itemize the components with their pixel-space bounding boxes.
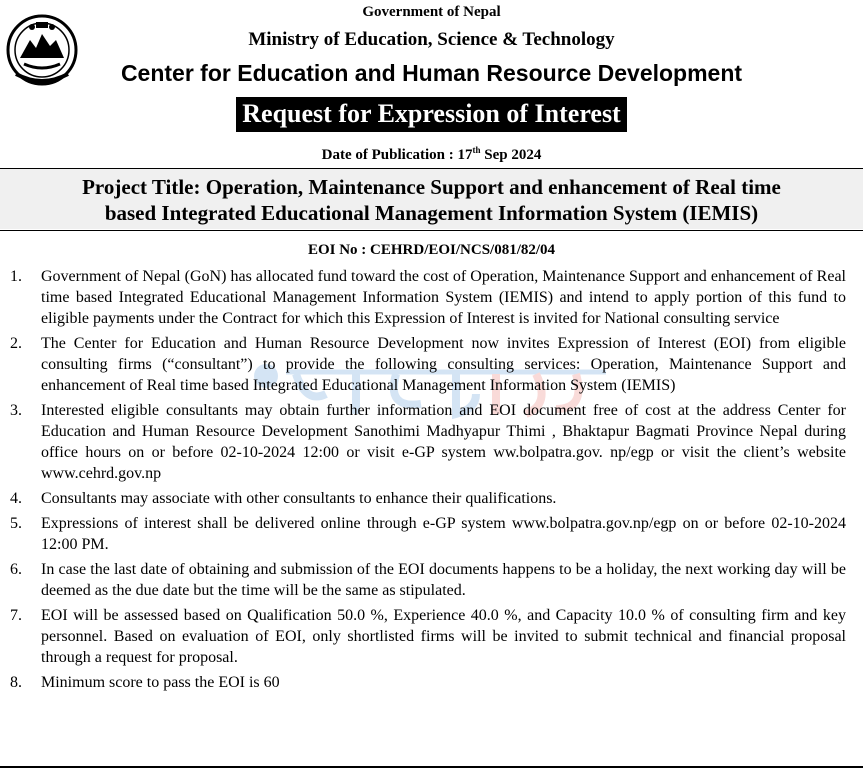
item-text: Consultants may associate with other consultants to enhance their qualifications.: [41, 490, 557, 507]
item-text: Government of Nepal (GoN) has allocated fund toward the cost of Operation, Maintenance Support and enhancement of Real time based Integrated Educational Management Information System (IEMIS) and intend to apply portion of this fund to eligible payments under the Contract for which this Expression of Interest is invited for National consulting service: [41, 268, 846, 327]
project-title-line2: based Integrated Educational Management Information System (IEMIS): [104, 201, 759, 225]
publication-date: [0, 145, 863, 164]
divider-top: [0, 168, 863, 169]
list-item: [10, 266, 846, 329]
banner-wrapper: [0, 97, 863, 132]
publication-suffix: Sep 2024: [480, 147, 542, 163]
item-text: In case the last date of obtaining and submission of the EOI documents happens to be a holiday, the next working day will be deemed as the due date but the time will be the same as stipulated.: [41, 561, 846, 599]
project-title-line1: Project Title: Operation, Maintenance Support and enhancement of Real time: [82, 175, 781, 199]
list-item: [10, 605, 846, 668]
list-item: [10, 513, 846, 555]
item-text: EOI will be assessed based on Qualification 50.0 %, Experience 40.0 %, and Capacity 10.0 % of consulting firm and key personnel. Based on evaluation of EOI, only shortlisted firms will be invited to submit technical and financial proposal through a request for proposal.: [41, 607, 846, 666]
item-number: 3.: [10, 402, 22, 419]
eoi-conditions-list: [10, 266, 846, 697]
item-text: Expressions of interest shall be delivered online through e-GP system www.bolpatra.gov.np/egp on or before 02-10-2024 12:00 PM.: [41, 515, 846, 553]
item-number: 8.: [10, 674, 22, 691]
project-title: [0, 174, 863, 226]
rfei-banner: Request for Expression of Interest: [236, 97, 626, 132]
item-number: 1.: [10, 268, 22, 285]
item-text: The Center for Education and Human Resource Development now invites Expression of Interest (EOI) from eligible consulting firms (“consultant”) to provide the following consulting services: Operation, Maintenance Support and enhancement of Real time based Integrated Educational Management Information System (IEMIS): [41, 335, 846, 394]
item-number: 6.: [10, 561, 22, 578]
bottom-border: [0, 766, 863, 768]
item-number: 5.: [10, 515, 22, 532]
list-item: [10, 672, 846, 693]
center-heading: Center for Education and Human Resource Development: [120, 60, 743, 86]
list-item: [10, 559, 846, 601]
eoi-number: EOI No : CEHRD/EOI/NCS/081/82/04: [307, 242, 556, 258]
list-item: [10, 400, 846, 484]
item-text: Interested eligible consultants may obtain further information and EOI document free of cost at the address Center for Education and Human Resource Development Sanothimi Madhyapur Thimi , Bhaktapur Bagmati Province Nepal during office hours on or before 02-10-2024 12:00 or visit e-GP system ww.bolpatra.gov. np/egp or visit the client’s website www.cehrd.gov.np: [41, 402, 846, 482]
item-text: Minimum score to pass the EOI is 60: [41, 674, 280, 691]
publication-prefix: Date of Publication : 17: [321, 147, 473, 163]
ministry-heading: Ministry of Education, Science & Technology: [248, 29, 615, 50]
divider-bottom: [0, 230, 863, 231]
publication-sup: th: [472, 145, 481, 155]
item-number: 4.: [10, 490, 22, 507]
list-item: [10, 488, 846, 509]
item-number: 2.: [10, 335, 22, 352]
government-heading: Government of Nepal: [362, 4, 501, 20]
list-item: [10, 333, 846, 396]
item-number: 7.: [10, 607, 22, 624]
